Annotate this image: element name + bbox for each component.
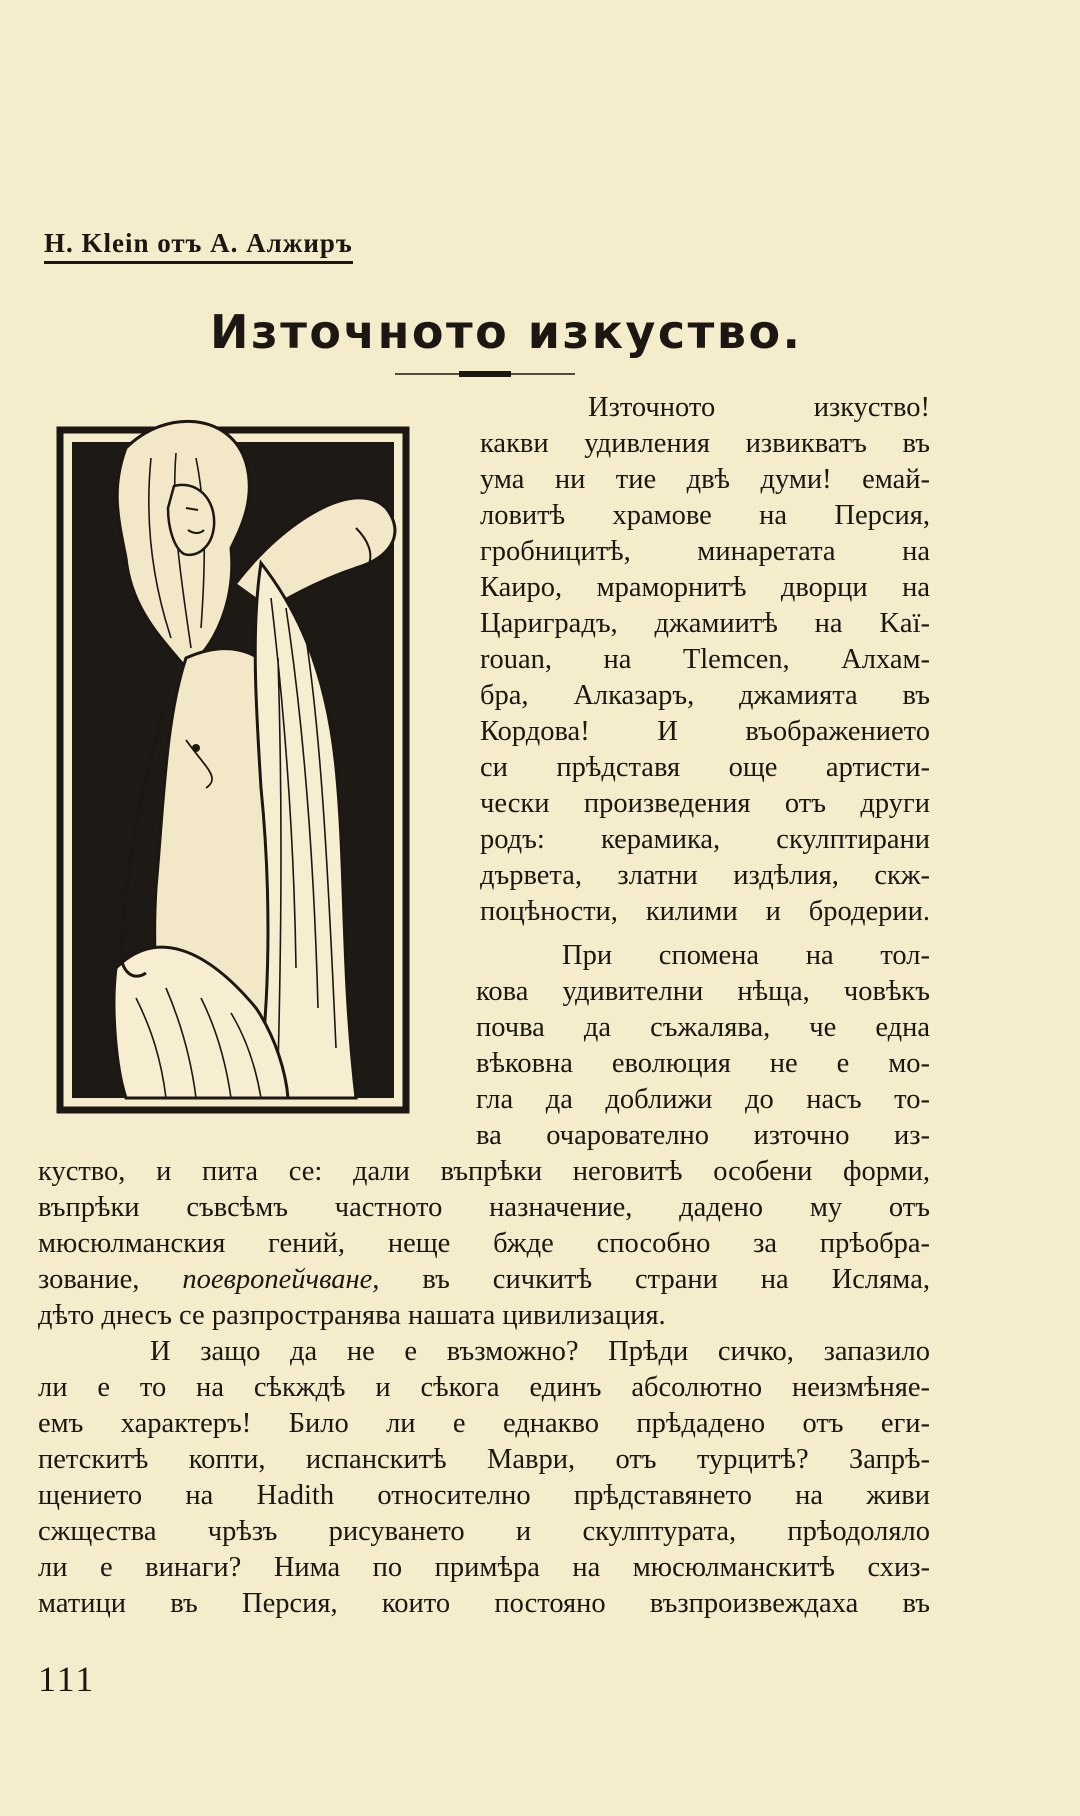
body-line: ли е винаги? Нима по примѣра на мюсюлманскитѣ схиз- — [38, 1552, 930, 1583]
body-line: въпрѣки съвсѣмъ частното назначение, дадено му отъ — [38, 1192, 930, 1223]
body-line: ва очарователно източно из- — [476, 1120, 930, 1151]
body-line: петскитѣ копти, испанскитѣ Маври, отъ турцитѣ? Запрѣ- — [38, 1444, 930, 1475]
title-divider — [395, 370, 575, 378]
body-line: ли е то на сѣкждѣ и сѣкога единъ абсолютно неизмѣняе- — [38, 1372, 930, 1403]
body-line: матици въ Персия, които постояно възпроизвеждаха въ — [38, 1588, 930, 1619]
body-line: ума ни тие двѣ думи! емай- — [480, 464, 930, 495]
body-line: почва да съжалява, че една — [476, 1012, 930, 1043]
body-line: куство, и пита се: дали въпрѣки неговитѣ особени форми, — [38, 1156, 930, 1187]
body-line: дѣто днесъ се разпространява нашата цивилизация. — [38, 1300, 666, 1331]
body-line: сжщества чрѣзъ рисуването и скулптурата, прѣодоляло — [38, 1516, 930, 1547]
woman-drapery-illustration — [56, 408, 450, 1114]
body-line: вѣковна еволюция не е мо- — [476, 1048, 930, 1079]
body-line: какви удивления извикватъ въ — [480, 428, 930, 459]
body-line: Източното изкуство! — [588, 392, 930, 423]
body-text: зование, — [38, 1264, 140, 1295]
body-line: гробницитѣ, минаретата на — [480, 536, 930, 567]
italic-term: поевропейчване, — [182, 1264, 380, 1295]
page-number: 111 — [38, 1659, 96, 1699]
body-line: Каиро, мраморнитѣ дворци на — [480, 572, 930, 603]
author-line: Н. Klein отъ А. Алжиръ — [44, 228, 353, 264]
body-line: дървета, златни издѣлия, скж- — [480, 860, 930, 891]
body-line: И защо да не е възможно? Прѣди сичко, запазило — [150, 1336, 930, 1367]
body-line: родъ: керамика, скулптирани — [480, 824, 930, 855]
body-line: си прѣдставя още артисти- — [480, 752, 930, 783]
body-line: Кордова! И въображението — [480, 716, 930, 747]
body-line: емъ характеръ! Било ли е еднакво прѣдадено отъ еги- — [38, 1408, 930, 1439]
body-line: бра, Алказаръ, джамията въ — [480, 680, 930, 711]
body-line: rouan, на Tlemcen, Алхам- — [480, 644, 930, 675]
body-line: При спомена на тол- — [562, 940, 930, 971]
article-title: Източното изкуство. — [210, 305, 803, 359]
body-line: чески произведения отъ други — [480, 788, 930, 819]
body-line: щението на Hadith относително прѣдставянето на живи — [38, 1480, 930, 1511]
body-text: въ сичкитѣ страни на Ислямa, — [422, 1264, 931, 1295]
body-line: ловитѣ храмове на Персия, — [480, 500, 930, 531]
body-line: Цариградъ, джамиитѣ на Kaï- — [480, 608, 930, 639]
body-line: поцѣности, килими и бродерии. — [480, 896, 930, 927]
body-line: гла да доближи до насъ то- — [476, 1084, 930, 1115]
body-line: мюсюлманския гений, неще бжде способно за прѣобра- — [38, 1228, 930, 1259]
body-line-mixed — [38, 1262, 930, 1298]
body-line: кова удивителни нѣща, човѣкъ — [476, 976, 930, 1007]
